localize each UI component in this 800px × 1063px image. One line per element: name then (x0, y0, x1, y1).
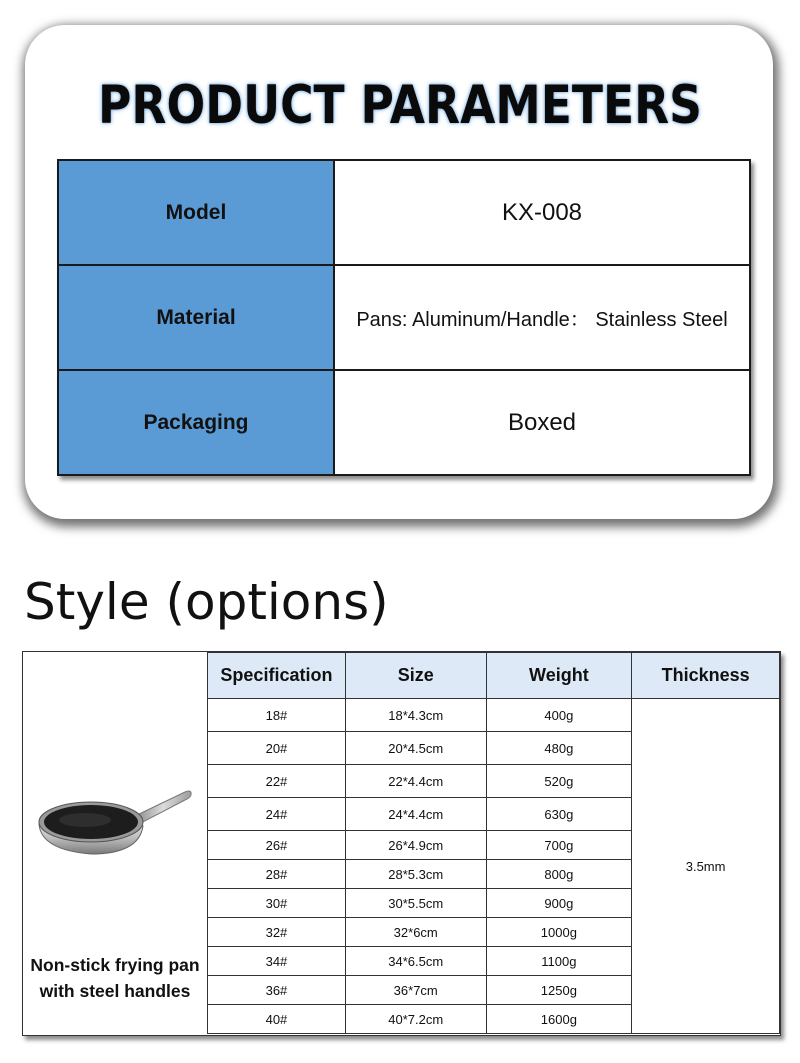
cell-size: 28*5.3cm (345, 860, 486, 889)
cell-spec: 32# (208, 918, 346, 947)
cell-size: 18*4.3cm (345, 699, 486, 732)
parameter-value: Pans: Aluminum/Handle： Stainless Steel (334, 265, 750, 370)
parameter-value: Boxed (334, 370, 750, 475)
cell-size: 30*5.5cm (345, 889, 486, 918)
parameter-row-material (58, 265, 750, 370)
cell-weight: 1250g (486, 976, 632, 1005)
cell-size: 32*6cm (345, 918, 486, 947)
table-row (208, 699, 780, 732)
cell-size: 26*4.9cm (345, 831, 486, 860)
column-header-size: Size (345, 653, 486, 699)
cell-weight: 1100g (486, 947, 632, 976)
cell-weight: 900g (486, 889, 632, 918)
cell-size: 40*7.2cm (345, 1005, 486, 1034)
spec-header-row (208, 653, 780, 699)
cell-spec: 30# (208, 889, 346, 918)
cell-weight: 630g (486, 798, 632, 831)
cell-spec: 26# (208, 831, 346, 860)
column-header-specification: Specification (208, 653, 346, 699)
cell-weight: 700g (486, 831, 632, 860)
parameter-row-model (58, 160, 750, 265)
product-panel (23, 652, 207, 1035)
cell-spec: 22# (208, 765, 346, 798)
cell-spec: 28# (208, 860, 346, 889)
parameter-label: Model (58, 160, 334, 265)
parameter-label: Material (58, 265, 334, 370)
parameter-row-packaging (58, 370, 750, 475)
cell-size: 34*6.5cm (345, 947, 486, 976)
cell-size: 36*7cm (345, 976, 486, 1005)
cell-weight: 800g (486, 860, 632, 889)
product-parameters-title: PRODUCT PARAMETERS (97, 75, 703, 136)
cell-weight: 520g (486, 765, 632, 798)
cell-weight: 480g (486, 732, 632, 765)
parameter-label: Packaging (58, 370, 334, 475)
cell-spec: 18# (208, 699, 346, 732)
style-options-heading: Style (options) (24, 573, 389, 631)
product-name: Non-stick frying pan with steel handles (30, 955, 200, 1001)
cell-weight: 400g (486, 699, 632, 732)
cell-size: 20*4.5cm (345, 732, 486, 765)
cell-size: 24*4.4cm (345, 798, 486, 831)
cell-spec: 20# (208, 732, 346, 765)
cell-spec: 40# (208, 1005, 346, 1034)
column-header-weight: Weight (486, 653, 632, 699)
cell-spec: 24# (208, 798, 346, 831)
cell-weight: 1000g (486, 918, 632, 947)
spec-table (207, 652, 780, 1034)
parameters-table (57, 159, 751, 476)
frying-pan-image (35, 782, 197, 862)
cell-weight: 1600g (486, 1005, 632, 1034)
cell-spec: 36# (208, 976, 346, 1005)
cell-thickness: 3.5mm (632, 699, 780, 1034)
column-header-thickness: Thickness (632, 653, 780, 699)
style-options-table (22, 651, 781, 1036)
parameter-value: KX-008 (334, 160, 750, 265)
cell-size: 22*4.4cm (345, 765, 486, 798)
cell-spec: 34# (208, 947, 346, 976)
